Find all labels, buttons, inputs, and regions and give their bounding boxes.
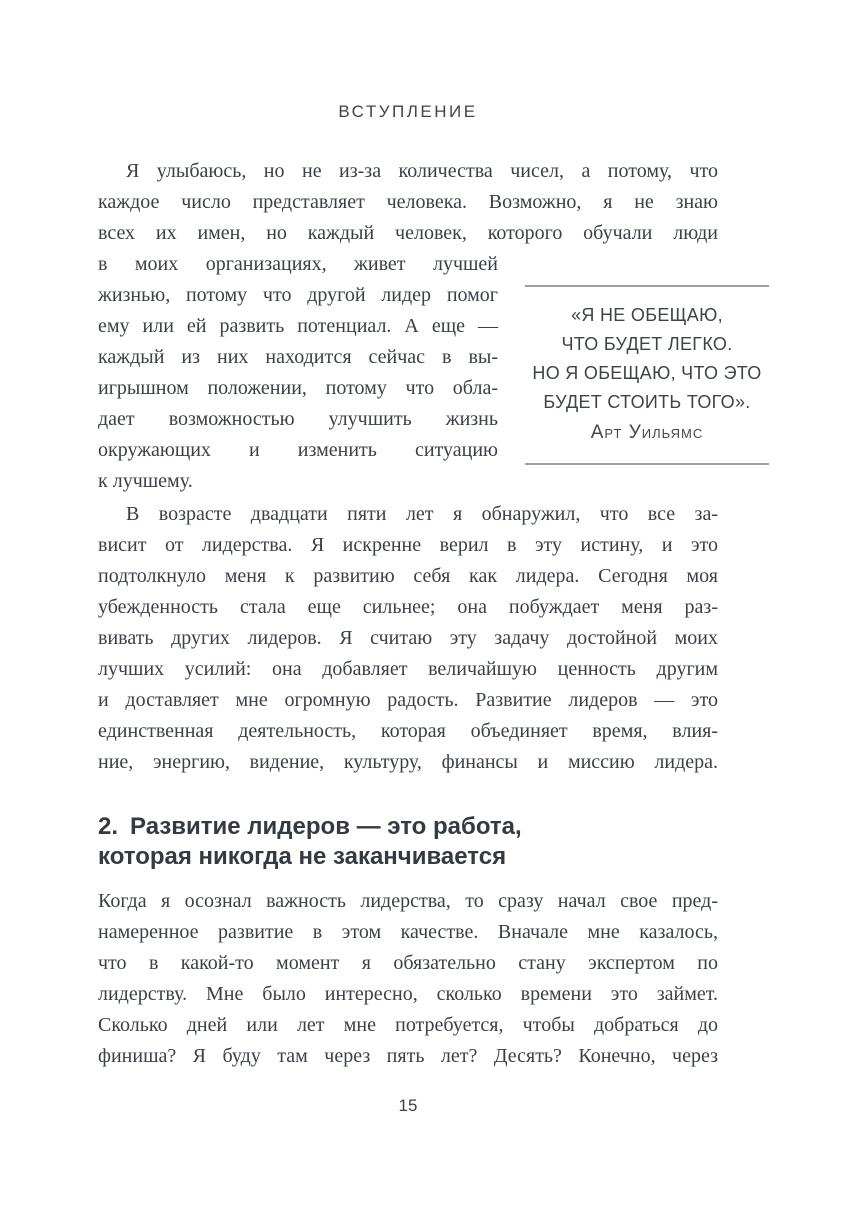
text-line: каждое число представляет человека. Возможно, я не знаю bbox=[98, 191, 718, 213]
text-line: жизнью, потому что другой лидер помог bbox=[98, 284, 498, 306]
text-line: подтолкнуло меня к развитию себя как лидера. Сегодня моя bbox=[98, 565, 718, 587]
text-line: ему или ей развить потенциал. А еще — bbox=[98, 315, 498, 337]
paragraph-1-full-width bbox=[98, 156, 718, 249]
text-line: висит от лидерства. Я искренне верил в эту истину, и это bbox=[98, 534, 718, 556]
text-line: Когда я осознал важность лидерства, то сразу начал свое пред- bbox=[98, 890, 718, 912]
text-line: каждый из них находится сейчас в вы- bbox=[98, 346, 498, 368]
text-line: окружающих и изменить ситуацию bbox=[98, 439, 498, 461]
text-line: БУДЕТ СТОИТЬ ТОГО». bbox=[543, 392, 751, 412]
text-line: дает возможностью улучшить жизнь bbox=[98, 408, 498, 430]
text-line: в моих организациях, живет лучшей bbox=[98, 253, 498, 275]
paragraph-2 bbox=[98, 499, 718, 778]
text-line: ние, энергию, видение, культуру, финансы и миссию лидера. bbox=[98, 751, 718, 773]
page-number: 15 bbox=[398, 1096, 418, 1115]
text-line: НО Я ОБЕЩАЮ, ЧТО ЭТО bbox=[532, 363, 762, 383]
text-line: к лучшему. bbox=[98, 470, 193, 492]
pull-quote bbox=[525, 285, 769, 465]
text-line: Сколько дней или лет мне потребуется, чтобы добраться до bbox=[98, 1014, 718, 1036]
text-line: Я улыбаюсь, но не из-за количества чисел, а потому, что bbox=[126, 160, 718, 182]
text-line: лидерству. Мне было интересно, сколько времени это займет. bbox=[98, 983, 718, 1005]
section-heading-line-1: 2. Развитие лидеров — это работа, bbox=[98, 813, 522, 840]
paragraph-3 bbox=[98, 886, 718, 1072]
pull-quote-attribution: Арт Уильямс bbox=[590, 422, 704, 443]
text-line: финиша? Я буду там через пять лет? Десять? Конечно, через bbox=[98, 1045, 718, 1067]
paragraph-1-wrapped bbox=[98, 249, 498, 497]
text-line: единственная деятельность, которая объединяет время, влия- bbox=[98, 720, 718, 742]
text-line: убежденность стала еще сильнее; она побуждает меня раз- bbox=[98, 596, 718, 618]
text-line: что в какой-то момент я обязательно стану экспертом по bbox=[98, 952, 718, 974]
section-heading-line-2: которая никогда не заканчивается bbox=[98, 843, 507, 870]
text-line: и доставляет мне огромную радость. Развитие лидеров — это bbox=[98, 689, 718, 711]
text-line: ЧТО БУДЕТ ЛЕГКО. bbox=[561, 334, 733, 354]
running-head: ВСТУПЛЕНИЕ bbox=[338, 102, 478, 121]
section-heading bbox=[98, 812, 718, 872]
text-line: намеренное развитие в этом качестве. Вначале мне казалось, bbox=[98, 921, 718, 943]
text-line: В возрасте двадцати пяти лет я обнаружил, что все за- bbox=[126, 503, 718, 525]
text-line: лучших усилий: она добавляет величайшую ценность другим bbox=[98, 658, 718, 680]
pull-quote-text bbox=[527, 301, 767, 417]
text-line: всех их имен, но каждый человек, которого обучали люди bbox=[98, 222, 718, 244]
text-line: игрышном положении, потому что обла- bbox=[98, 377, 498, 399]
text-line: вивать других лидеров. Я считаю эту задачу достойной моих bbox=[98, 627, 718, 649]
text-line: «Я НЕ ОБЕЩАЮ, bbox=[571, 305, 723, 325]
